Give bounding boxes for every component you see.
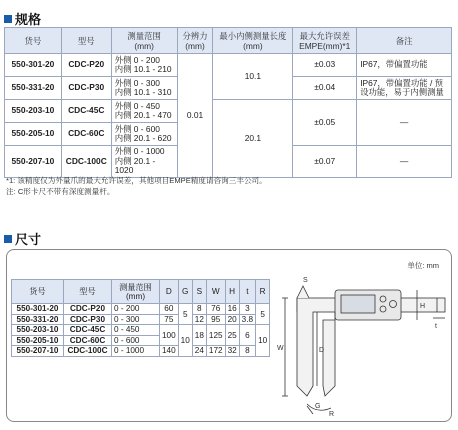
dim-w: 76 [206, 304, 225, 315]
label-t: t [435, 323, 437, 330]
dim-header-h: H [225, 280, 239, 304]
label-d: D [319, 347, 325, 354]
spec-mpe: ±0.03 [293, 54, 357, 77]
dim-d: 60 [160, 304, 179, 315]
dim-model: CDC-P20 [64, 304, 112, 315]
dim-s: 18 [192, 325, 206, 346]
spec-range: 外侧 0 - 600 内侧 20.1 - 620 [111, 123, 177, 146]
spec-model: CDC-P30 [61, 77, 111, 100]
dim-t: 8 [239, 346, 255, 357]
spec-range: 外侧 0 - 1000 内侧 20.1 - 1020 [111, 146, 177, 178]
dim-header-t: t [239, 280, 255, 304]
dimension-panel [6, 249, 452, 422]
dim-range: 0 - 200 [112, 304, 160, 315]
dim-code: 550-203-10 [12, 325, 64, 336]
dim-h: 32 [225, 346, 239, 357]
dim-w: 125 [206, 325, 225, 346]
dim-t: 3 [239, 304, 255, 315]
spec-remark: IP67，带偏置功能 [357, 54, 452, 77]
table-row [5, 100, 452, 123]
dim-g: 5 [178, 304, 192, 325]
spec-code: 550-207-10 [5, 146, 62, 178]
spec-remark: IP67，带偏置功能 / 预设功能，易于内侧测量 [357, 77, 452, 100]
label-h: H [420, 303, 426, 310]
spec-mpe: ±0.04 [293, 77, 357, 100]
unit-label: 单位: mm [407, 261, 439, 270]
spec-min-inside: 20.1 [213, 100, 293, 178]
spec-remark: — [357, 146, 452, 178]
dim-code: 550-205-10 [12, 335, 64, 346]
dim-w: 172 [206, 346, 225, 357]
note-accuracy: *1: 该精度仅为外量爪的最大允许误差，其他项目EMPE精度请咨询三丰公司。 [6, 176, 267, 185]
spec-table [4, 27, 452, 178]
dim-w: 95 [206, 314, 225, 325]
dim-r: 5 [256, 304, 270, 325]
caliper-lcd [341, 295, 375, 313]
table-row [5, 54, 452, 77]
spec-model: CDC-100C [61, 146, 111, 178]
dim-code: 550-331-20 [12, 314, 64, 325]
dim-header-model: 型号 [64, 280, 112, 304]
dim-header-s: S [192, 280, 206, 304]
spec-mpe: ±0.05 [293, 100, 357, 146]
dim-model: CDC-45C [64, 325, 112, 336]
dim-header-d: D [160, 280, 179, 304]
spec-header-row [5, 28, 452, 54]
spec-resolution: 0.01 [177, 54, 213, 178]
dim-g: 10 [178, 325, 192, 357]
spec-code: 550-203-10 [5, 100, 62, 123]
dim-h: 16 [225, 304, 239, 315]
dim-header-w: W [206, 280, 225, 304]
spec-header-range: 测量范围 (mm) [111, 28, 177, 54]
dim-header-r: R [256, 280, 270, 304]
table-row [12, 346, 270, 357]
dim-header-row [12, 280, 270, 304]
dim-range: 0 - 600 [112, 335, 160, 346]
spec-model: CDC-60C [61, 123, 111, 146]
dim-model: CDC-P30 [64, 314, 112, 325]
dimension-table [11, 279, 270, 357]
spec-code: 550-331-20 [5, 77, 62, 100]
caliper-sliding-jaw [323, 312, 335, 396]
dim-r: 10 [256, 325, 270, 357]
square-bullet-icon [4, 15, 12, 23]
spec-min-inside: 10.1 [213, 54, 293, 100]
dim-header-range: 测量范围 (mm) [112, 280, 160, 304]
dim-section-title: 尺寸 [4, 229, 41, 248]
dim-s: 12 [192, 314, 206, 325]
dim-t: 6 [239, 325, 255, 346]
caliper-upper-jaw [297, 286, 309, 298]
dim-d: 75 [160, 314, 179, 325]
spec-range: 外侧 0 - 300 内侧 10.1 - 310 [111, 77, 177, 100]
dim-d: 140 [160, 346, 179, 357]
dim-s: 8 [192, 304, 206, 315]
dim-t: 3.8 [239, 314, 255, 325]
spec-range: 外侧 0 - 200 内侧 10.1 - 210 [111, 54, 177, 77]
label-s: S [303, 277, 308, 284]
dim-header-code: 货号 [12, 280, 64, 304]
label-g: G [315, 403, 321, 410]
spec-remark: — [357, 100, 452, 146]
table-row [12, 314, 270, 325]
spec-code: 550-301-20 [5, 54, 62, 77]
spec-model: CDC-45C [61, 100, 111, 123]
dim-code: 550-301-20 [12, 304, 64, 315]
spec-header-remarks: 备注 [357, 28, 452, 54]
label-r: R [329, 411, 335, 418]
dim-s: 24 [192, 346, 206, 357]
note-depth-rod: 注: C形卡尺不带有深度测量杆。 [6, 187, 115, 196]
label-w: W [277, 345, 284, 352]
spec-header-min-inside: 最小内侧测量长度 (mm) [213, 28, 293, 54]
dim-model: CDC-60C [64, 335, 112, 346]
spec-notes [6, 175, 267, 197]
dim-range: 0 - 1000 [112, 346, 160, 357]
spec-header-resolution: 分辨力 (mm) [177, 28, 213, 54]
spec-header-model: 型号 [61, 28, 111, 54]
dim-h: 20 [225, 314, 239, 325]
spec-header-mpe: 最大允许误差 EMPE(mm)*1 [293, 28, 357, 54]
dim-code: 550-207-10 [12, 346, 64, 357]
dim-d: 100 [160, 325, 179, 346]
spec-range: 外侧 0 - 450 内侧 20.1 - 470 [111, 100, 177, 123]
spec-section-title: 规格 [4, 9, 41, 28]
spec-code: 550-205-10 [5, 123, 62, 146]
caliper-drawing [277, 268, 447, 418]
table-row [12, 325, 270, 336]
dim-range: 0 - 300 [112, 314, 160, 325]
spec-mpe: ±0.07 [293, 146, 357, 178]
dim-model: CDC-100C [64, 346, 112, 357]
dim-h: 25 [225, 325, 239, 346]
square-bullet-icon [4, 235, 12, 243]
table-row [12, 304, 270, 315]
spec-header-code: 货号 [5, 28, 62, 54]
dim-range: 0 - 450 [112, 325, 160, 336]
spec-model: CDC-P20 [61, 54, 111, 77]
caliper-fixed-jaw [297, 298, 313, 396]
dim-header-g: G [178, 280, 192, 304]
